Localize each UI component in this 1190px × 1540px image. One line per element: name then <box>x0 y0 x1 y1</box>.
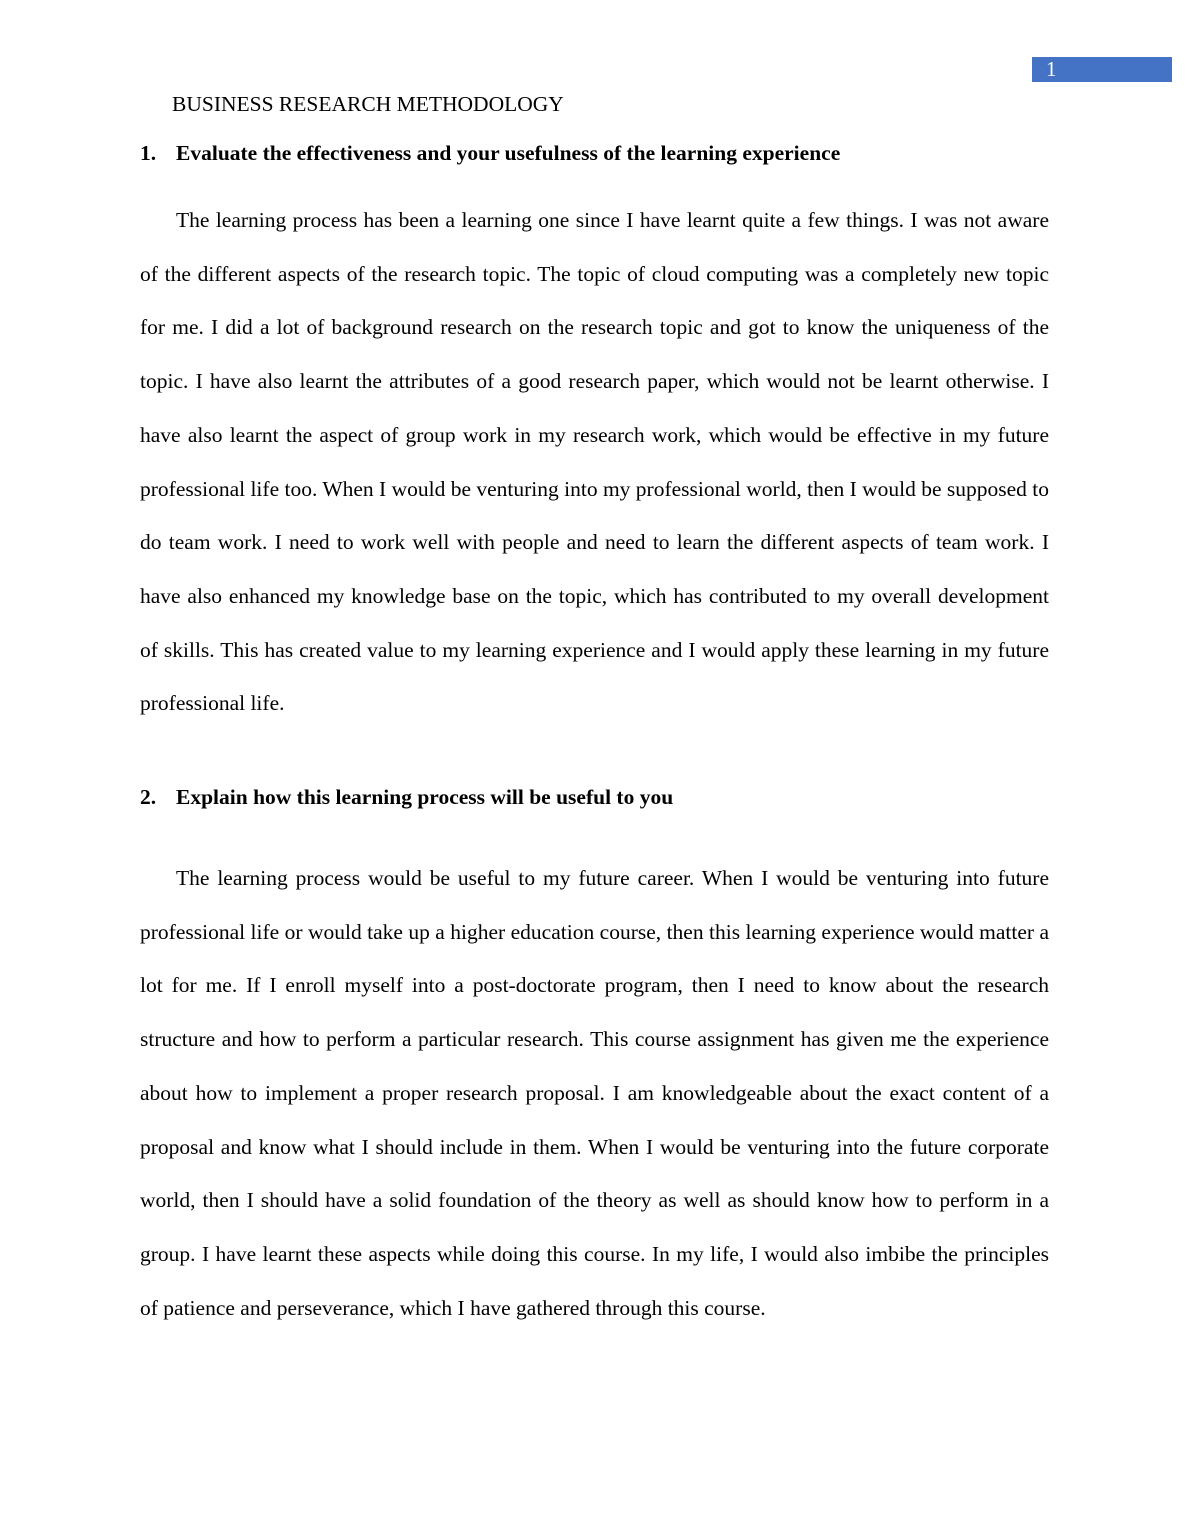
section-number: 2. <box>140 785 157 809</box>
page-number-badge <box>1032 57 1172 82</box>
section-number: 1. <box>140 141 157 165</box>
section-heading <box>140 783 1049 811</box>
section-title: Evaluate the effectiveness and your usefulness of the learning experience <box>176 141 841 165</box>
section-paragraph: The learning process has been a learning one since I have learnt quite a few things. I was not aware of the different aspects of the research topic. The topic of cloud computing was a completely new topic for me. I did a lot of background research on the research topic and got to know the uniqueness of the topic. I have also learnt the attributes of a good research paper, which would not be learnt otherwise. I have also learnt the aspect of group work in my research work, which would be effective in my future professional life too. When I would be venturing into my professional world, then I would be supposed to do team work. I need to work well with people and need to learn the different aspects of team work. I have also enhanced my knowledge base on the topic, which has contributed to my overall development of skills. This has created value to my learning experience and I would apply these learning in my future professional life. <box>140 208 1050 716</box>
page-number: 1 <box>1046 57 1057 81</box>
section-title: Explain how this learning process will be useful to you <box>176 785 674 809</box>
section-1 <box>140 139 1049 731</box>
section-paragraph: The learning process would be useful to my future career. When I would be venturing into future professional life or would take up a higher education course, then this learning experience would matter a lot for me. If I enroll myself into a post-doctorate program, then I need to know about the research structure and how to perform a particular research. This course assignment has given me the experience about how to implement a proper research proposal. I am knowledgeable about the exact content of a proposal and know what I should include in them. When I would be venturing into the future corporate world, then I should have a solid foundation of the theory as well as should know how to perform in a group. I have learnt these aspects while doing this course. In my life, I would also imbibe the principles of patience and perseverance, which I have gathered through this course. <box>140 866 1049 1320</box>
section-heading <box>140 139 1049 167</box>
section-2 <box>140 783 1049 1335</box>
running-header: BUSINESS RESEARCH METHODOLOGY <box>172 92 564 116</box>
